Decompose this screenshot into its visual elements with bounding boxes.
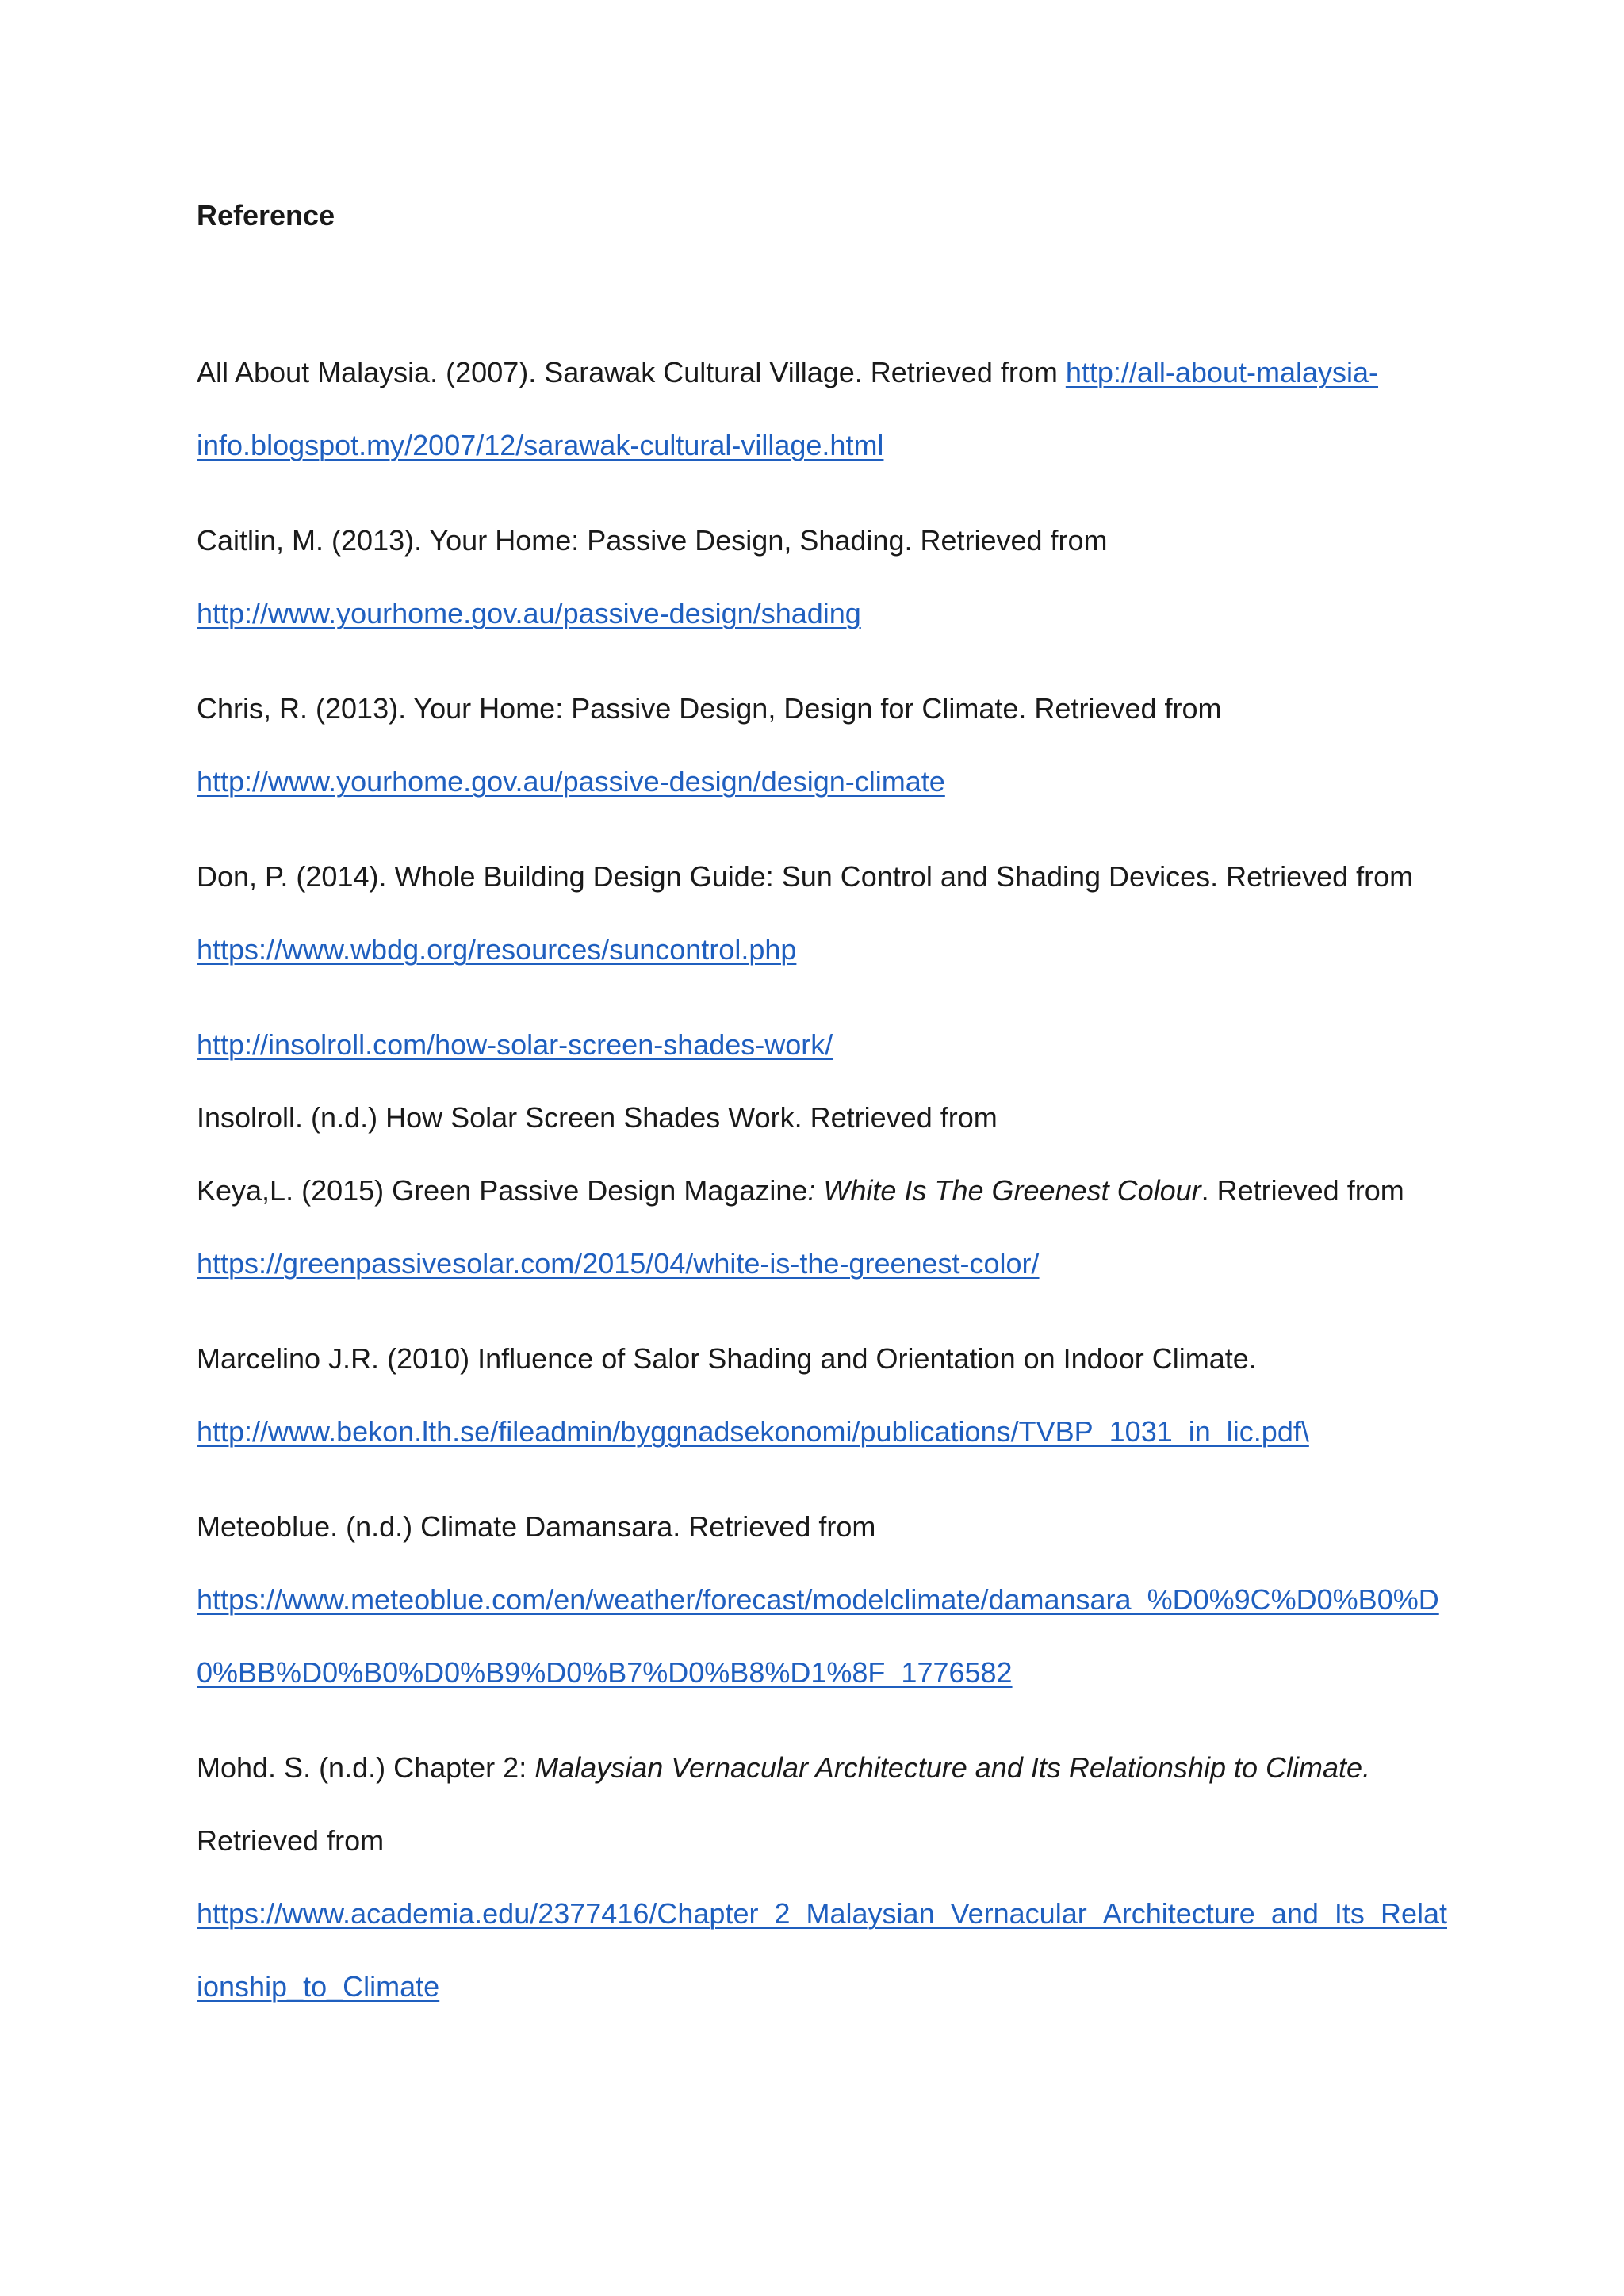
reference-link-line [197,1413,1309,1451]
reference-link[interactable]: http://www.yourhome.gov.au/passive-design/shading [197,597,861,629]
reference-link-continuation [197,427,883,465]
reference-link-line [197,763,945,801]
reference-link-line [197,931,796,969]
reference-entry-keya [197,1172,1404,1210]
reference-text: All About Malaysia. (2007). Sarawak Cultural Village. Retrieved from [197,356,1066,388]
reference-link-continuation [197,1968,439,2006]
reference-entry-marcelino [197,1340,1257,1378]
reference-link[interactable]: https://www.wbdg.org/resources/suncontrol.php [197,933,797,966]
reference-text: Insolroll. (n.d.) How Solar Screen Shades Work. Retrieved from [197,1101,998,1134]
reference-entry-mohd [197,1749,1370,1787]
reference-entry-continuation [197,1822,384,1860]
reference-text: Caitlin, M. (2013). Your Home: Passive Design, Shading. Retrieved from [197,524,1108,557]
reference-entry-all-about-malaysia [197,354,1378,392]
reference-entry-don [197,858,1413,896]
reference-entry-caitlin [197,522,1108,560]
reference-link[interactable]: http://all-about-malaysia- [1065,356,1379,388]
reference-text: Keya,L. (2015) Green Passive Design Magazine [197,1174,808,1207]
reference-link[interactable]: https://greenpassivesolar.com/2015/04/white-is-the-greenest-color/ [197,1247,1040,1280]
reference-link-line [197,1581,1439,1619]
reference-text: . Retrieved from [1201,1174,1404,1207]
reference-link[interactable]: http://www.bekon.lth.se/fileadmin/byggnadsekonomi/publications/TVBP_1031_in_lic.pdf\ [197,1415,1309,1448]
reference-link-line [197,1026,833,1064]
reference-text: Marcelino J.R. (2010) Influence of Salor Shading and Orientation on Indoor Climate. [197,1342,1257,1375]
reference-entry-meteoblue [197,1508,875,1546]
reference-text: Chris, R. (2013). Your Home: Passive Design, Design for Climate. Retrieved from [197,692,1222,725]
reference-link-line [197,595,861,633]
reference-text: Don, P. (2014). Whole Building Design Guide: Sun Control and Shading Devices. Retrieved from [197,860,1414,893]
page-title: Reference [197,199,335,232]
reference-link[interactable]: http://insolroll.com/how-solar-screen-shades-work/ [197,1028,833,1061]
reference-link-line [197,1895,1447,1933]
reference-italic-title: Malaysian Vernacular Architecture and Its Relationship to Climate. [534,1751,1371,1784]
reference-link[interactable]: https://www.meteoblue.com/en/weather/forecast/modelclimate/damansara_%D0%9C%D0%B0%D [197,1583,1439,1616]
reference-text: Meteoblue. (n.d.) Climate Damansara. Retrieved from [197,1510,876,1543]
reference-link[interactable]: 0%BB%D0%B0%D0%B9%D0%B7%D0%B8%D1%8F_1776582 [197,1656,1013,1689]
reference-entry-insolroll [197,1099,998,1137]
reference-text: Mohd. S. (n.d.) Chapter 2: [197,1751,535,1784]
reference-link[interactable]: http://www.yourhome.gov.au/passive-design/design-climate [197,765,945,798]
reference-link-line [197,1245,1040,1283]
reference-italic-title: : White Is The Greenest Colour [807,1174,1201,1207]
reference-link-continuation [197,1654,1013,1692]
reference-link[interactable]: ionship_to_Climate [197,1970,440,2003]
reference-text: Retrieved from [197,1824,385,1857]
reference-entry-chris [197,690,1222,728]
reference-link[interactable]: info.blogspot.my/2007/12/sarawak-cultural-village.html [197,429,884,461]
reference-link[interactable]: https://www.academia.edu/2377416/Chapter_2_Malaysian_Vernacular_Architecture_and_Its_Relat [197,1897,1447,1930]
